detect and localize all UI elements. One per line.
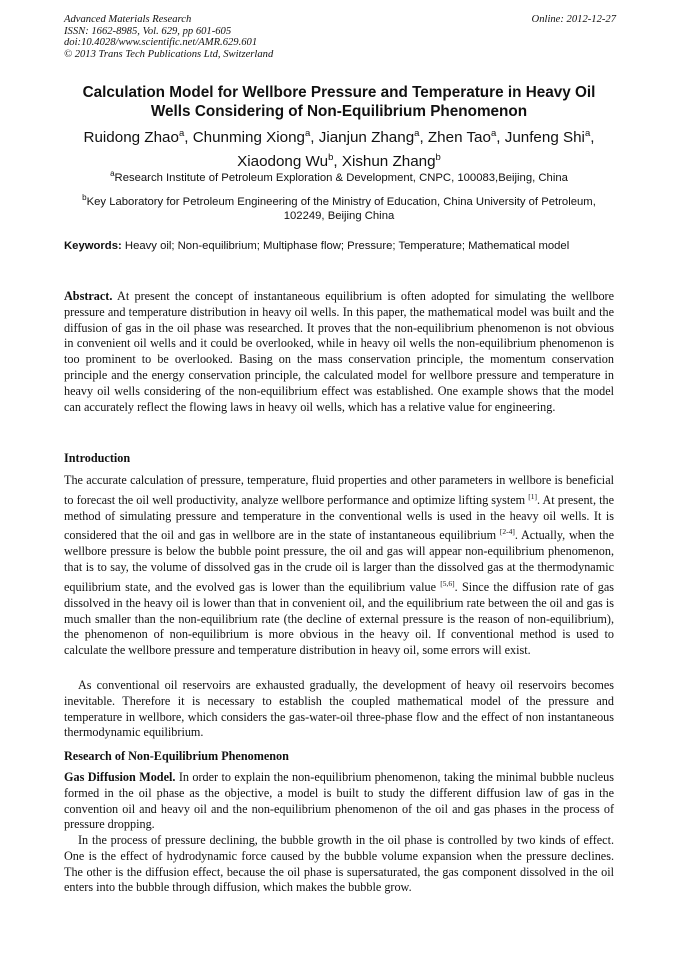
abstract (64, 289, 614, 415)
abstract-label: Abstract. (64, 289, 113, 303)
author-name: Zhen Tao (427, 129, 491, 147)
author-list: Ruidong Zhao$^a$, Chunming Xiong$^a$, Jianjun Zhang$^a$, Zhen Tao$^a$, Junfeng Shi$^a$, Xiaodong Wu$^b$, Xishun Zhang$^b$ (83, 128, 595, 170)
author-affiliation-mark: a (304, 128, 311, 139)
abstract-text: At present the concept of instantaneous equilibrium is often adopted for simulating the wellbore pressure and temperature distribution in heavy oil wells. In this paper, the mathematical model was built and the diffusion of gas in the oil phase was researched. It proves that the non-equilibrium phenomenon is not obvious in convenient oil wells and it could be overlooked, while in heavy oil wells the non-equilibrium phenomenon is too prominent to be overlooked. Basing on the mass conservation principle, the momentum conservation principle and the energy conservation principle, the calculated model for wellbore pressure and temperature in heavy oil wells considering of the non-equilibrium effect was established. One example shows that the model can accurately reflect the flowing laws in heavy oil wells, which has a relative value for engineering. (64, 289, 614, 414)
gas-diffusion-label: Gas Diffusion Model. (64, 770, 176, 784)
paper-title (50, 83, 628, 121)
paragraph-text: . Since the diffusion rate of gas dissolved in the heavy oil is lower than that in convenient oil, and the equilibrium rate between the oil and gas is much smaller than the non-equilibrium rate (the decline of external pressure is the reason of non-equilibrium), the phenomenon of non-equilibrium is more obvious in the heavy oil. If conventional method is used to calculate the wellbore pressure and temperature distribution in heavy oil, some errors will exist. (64, 579, 614, 658)
citation-ref[interactable]: [2-4] (499, 527, 515, 537)
author-affiliation-mark: a (584, 128, 591, 139)
affiliation-mark: a (110, 169, 115, 178)
keywords-label: Keywords: (64, 240, 122, 252)
affiliation-text: Research Institute of Petroleum Exploration & Development, CNPC, 100083,Beijing, China (114, 171, 568, 184)
pressure-declining-paragraph (64, 833, 614, 896)
keywords (64, 239, 614, 254)
issn-line: ISSN: 1662-8985, Vol. 629, pp 601-605 (64, 25, 232, 37)
author-name: Ruidong Zhao (83, 129, 179, 147)
author-affiliation-mark: a (414, 128, 420, 139)
copyright-line: © 2013 Trans Tech Publications Ltd, Switzerland (64, 49, 274, 61)
author-name: Xiaodong Wu (237, 152, 329, 170)
author-name: Jianjun Zhang (318, 129, 415, 147)
affiliation-a (70, 167, 608, 185)
section-heading-introduction: Introduction (64, 451, 131, 465)
paragraph-text: . Actually, when the wellbore pressure is below the bubble point pressure, the oil and gas will appear non-equilibrium phenomenon, that is to say, the volume of dissolved gas in the crude oil is larger than the dissolved gas at the thermodynamic equilibrium state, and the evolved gas is lower than the equilibrium value (64, 528, 614, 594)
paragraph-text: In order to explain the non-equilibrium phenomenon, taking the minimal bubble nucleus formed in the oil phase as the objective, a model is built to study the different diffusion law of gas in the convention oil and heavy oil and the non-equilibrium phenomenon of the oil and gas phases in the process of pressure dropping. (64, 770, 614, 832)
author-name: Chunming Xiong (192, 129, 305, 147)
citation-ref[interactable]: [5,6] (440, 578, 455, 588)
title-line-1: Calculation Model for Wellbore Pressure and Temperature in Heavy Oil (82, 84, 596, 101)
paragraph-text: The accurate calculation of pressure, temperature, fluid properties and other parameters in wellbore is beneficial to forecast the oil well productivity, analyze wellbore performance and optimize lifting system (64, 473, 614, 507)
paragraph-text: . At present, the method of simulating pressure and temperature in the conventional wells is used in the heavy oil wells. It is considered that the oil and gas in wellbore are in the state of instantaneous equilibrium (64, 492, 614, 543)
author-affiliation-mark: a (178, 128, 185, 139)
gas-diffusion-paragraph (64, 770, 614, 833)
title-line-2: Wells Considering of Non-Equilibrium Phenomenon (150, 103, 528, 120)
affiliation-b (70, 191, 608, 224)
author-name: Junfeng Shi (504, 129, 585, 147)
introduction-paragraph-1 (64, 473, 614, 659)
affiliation-text: Key Laboratory for Petroleum Engineering of the Ministry of Education, China University of Petroleum, 102249, Beijing China (86, 195, 596, 223)
paragraph-text: As conventional oil reservoirs are exhausted gradually, the development of heavy oil reservoirs becomes inevitable. Therefore it is necessary to establish the coupled mathematical model of the pressure and temperature in wellbore, which considers the gas-water-oil three-phase flow and the effect of non instantaneous thermodynamic equilibrium. (64, 678, 614, 740)
author-affiliation-mark: b (328, 151, 334, 163)
online-date: Online: 2012-12-27 (531, 14, 616, 25)
journal-name: Advanced Materials Research (64, 14, 192, 25)
introduction-paragraph-2 (64, 678, 614, 741)
section-heading-research: Research of Non-Equilibrium Phenomenon (64, 749, 289, 763)
citation-ref[interactable]: [1] (528, 491, 537, 501)
journal-header (64, 14, 616, 61)
paragraph-text: In the process of pressure declining, the bubble growth in the oil phase is controlled by two kinds of effect. One is the effect of hydrodynamic force caused by the bubble volume expansion when the pressure declines. The other is the diffusion effect, because the oil phase is supersaturated, the gas component dissolved in the oil enters into the bubble through diffusion, which makes the bubble grow. (64, 833, 614, 895)
doi-line: doi:10.4028/www.scientific.net/AMR.629.601 (64, 37, 258, 49)
author-name: Xishun Zhang (341, 152, 436, 170)
author-affiliation-mark: a (490, 128, 497, 139)
affiliation-mark: b (82, 193, 87, 202)
author-affiliation-mark: b (435, 151, 441, 163)
keywords-text: Heavy oil; Non-equilibrium; Multiphase flow; Pressure; Temperature; Mathematical model (124, 240, 570, 252)
